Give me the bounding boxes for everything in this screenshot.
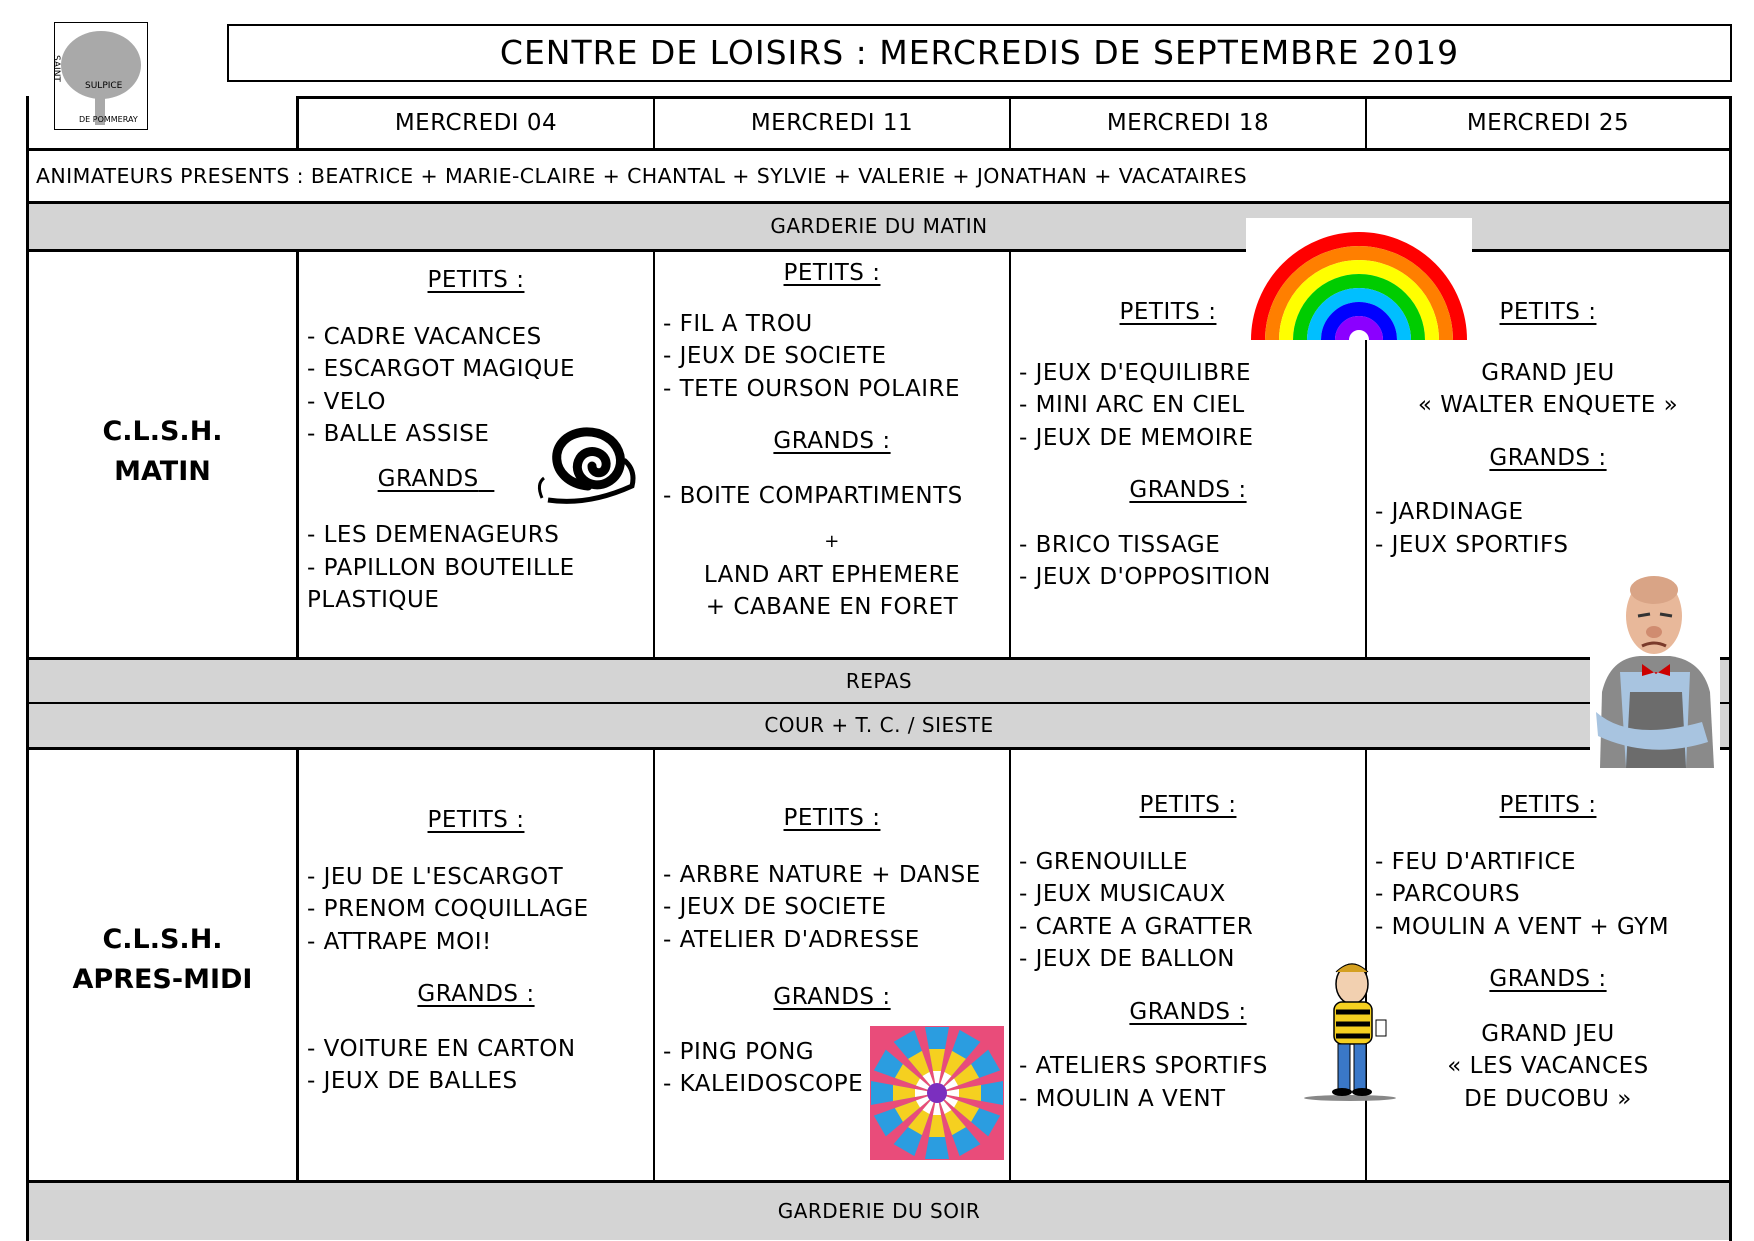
activity-item: - PING PONG — [663, 1038, 815, 1065]
grands-heading: GRANDS : — [773, 984, 891, 1010]
grands-heading: GRANDS — [377, 465, 479, 492]
activity-item: GRAND JEU — [1481, 359, 1615, 386]
activity-item: LAND ART EPHEMERE — [703, 561, 961, 588]
row-label-apres-midi — [29, 920, 296, 1000]
activity-item: - ARBRE NATURE + DANSE — [663, 861, 981, 888]
row-label-matin-line1: C.L.S.H. — [102, 416, 223, 447]
activity-item: « WALTER ENQUETE » — [1417, 392, 1679, 418]
tree-logo-icon — [55, 23, 147, 129]
grands-heading: GRANDS : — [773, 428, 891, 454]
page-title — [227, 24, 1732, 82]
petits-heading: PETITS : — [1499, 792, 1597, 818]
activity-item: - PRENOM COQUILLAGE — [307, 896, 589, 922]
logo — [51, 22, 148, 130]
row-label-apres-midi-line2: APRES-MIDI — [72, 964, 253, 995]
activity-item: - ATELIER D'ADRESSE — [663, 926, 920, 953]
row-label-matin-line2: MATIN — [114, 456, 211, 487]
rainbow-icon — [1246, 218, 1472, 340]
cell-apres-midi-04 — [299, 804, 653, 1098]
walter-puppet-icon — [1590, 572, 1720, 768]
activity-item: PLASTIQUE — [307, 587, 440, 613]
petits-heading: PETITS : — [1139, 792, 1237, 818]
activity-item: - LES DEMENAGEURS — [307, 522, 560, 548]
activity-item: - BOITE COMPARTIMENTS — [663, 482, 963, 509]
activity-item: - MOULIN A VENT — [1019, 1085, 1226, 1112]
activity-item: - CARTE A GRATTER — [1019, 913, 1254, 940]
day-header-25: MERCREDI 25 — [1466, 110, 1630, 136]
activity-item: - VOITURE EN CARTON — [307, 1035, 576, 1062]
petits-heading: PETITS : — [783, 805, 881, 831]
petits-heading: PETITS : — [1119, 299, 1217, 325]
activity-item: - FIL A TROU — [663, 310, 813, 337]
animateurs-line: ANIMATEURS PRESENTS : BEATRICE + MARIE-CLAIRE + CHANTAL + SYLVIE + VALERIE + JONATHAN + VACATAIRES — [36, 164, 1248, 188]
activity-item: GRAND JEU — [1481, 1020, 1615, 1047]
activity-item: + CABANE EN FORET — [705, 594, 959, 620]
activity-item: - BRICO TISSAGE — [1019, 531, 1221, 558]
activity-item: - JARDINAGE — [1375, 499, 1524, 525]
activity-item: - MINI ARC EN CIEL — [1019, 392, 1245, 418]
activity-item: - CADRE VACANCES — [307, 323, 542, 350]
activity-item: - TETE OURSON POLAIRE — [663, 375, 961, 402]
activity-item: - ESCARGOT MAGIQUE — [307, 356, 576, 382]
row-label-matin — [29, 412, 296, 492]
activity-item: - JEUX DE MEMOIRE — [1019, 424, 1254, 451]
activity-item: - PAPILLON BOUTEILLE — [307, 554, 575, 581]
day-header-18: MERCREDI 18 — [1106, 110, 1270, 136]
activity-item: - JEUX DE BALLES — [307, 1068, 518, 1094]
activity-item: - FEU D'ARTIFICE — [1375, 848, 1577, 875]
petits-heading: PETITS : — [783, 260, 881, 286]
grands-heading: GRANDS : — [417, 981, 535, 1007]
logo-text-2: SULPICE — [85, 81, 123, 91]
day-header-11: MERCREDI 11 — [750, 110, 914, 136]
activity-item: - JEUX MUSICAUX — [1019, 881, 1226, 907]
logo-text-3: DE POMMERAY — [79, 115, 138, 124]
cell-apres-midi-25 — [1367, 789, 1729, 1115]
activity-item: DE DUCOBU » — [1464, 1085, 1632, 1112]
activity-item: - JEU DE L'ESCARGOT — [307, 863, 564, 890]
row-label-apres-midi-line1: C.L.S.H. — [102, 924, 223, 955]
activity-item: - BALLE ASSISE — [307, 421, 490, 447]
band-garderie-soir-label: GARDERIE DU SOIR — [777, 1199, 981, 1223]
kaleidoscope-icon — [870, 1026, 1004, 1160]
cell-matin-18 — [1011, 296, 1365, 594]
activity-item: « LES VACANCES — [1447, 1053, 1649, 1079]
band-garderie-matin-label: GARDERIE DU MATIN — [770, 214, 988, 238]
grands-heading: GRANDS : — [1129, 998, 1247, 1025]
grands-heading: GRANDS : — [1489, 444, 1607, 471]
band-repas-label: REPAS — [845, 669, 913, 693]
day-header-04: MERCREDI 04 — [394, 110, 558, 136]
activity-item: - JEUX DE BALLON — [1019, 946, 1236, 972]
plus-sign: + — [824, 531, 840, 552]
cell-matin-11 — [655, 257, 1009, 624]
page-title-text: CENTRE DE LOISIRS : MERCREDIS DE SEPTEMBRE 2019 — [499, 33, 1460, 72]
activity-item: - KALEIDOSCOPE — [663, 1071, 864, 1097]
logo-text-1: SAINT — [51, 55, 61, 82]
grands-heading: GRANDS : — [1489, 966, 1607, 992]
petits-heading: PETITS : — [1499, 299, 1597, 325]
activity-item: - JEUX DE SOCIETE — [663, 894, 887, 920]
snail-icon — [528, 420, 640, 510]
petits-heading: PETITS : — [427, 807, 525, 833]
activity-item: - JEUX SPORTIFS — [1375, 531, 1569, 558]
activity-item: - ATELIERS SPORTIFS — [1019, 1053, 1268, 1079]
petits-heading: PETITS : — [427, 267, 525, 293]
activity-item: - JEUX D'EQUILIBRE — [1019, 359, 1252, 386]
activity-item: - JEUX DE SOCIETE — [663, 343, 887, 369]
grands-heading: GRANDS : — [1129, 477, 1247, 503]
activity-item: - VELO — [307, 388, 386, 415]
activity-item: - MOULIN A VENT + GYM — [1375, 913, 1670, 940]
band-cour-label: COUR + T. C. / SIESTE — [764, 713, 994, 737]
activity-item: - ATTRAPE MOI! — [307, 928, 492, 955]
activity-item: - GRENOUILLE — [1019, 848, 1189, 875]
activity-item: - PARCOURS — [1375, 881, 1521, 907]
activity-item: - JEUX D'OPPOSITION — [1019, 564, 1271, 590]
